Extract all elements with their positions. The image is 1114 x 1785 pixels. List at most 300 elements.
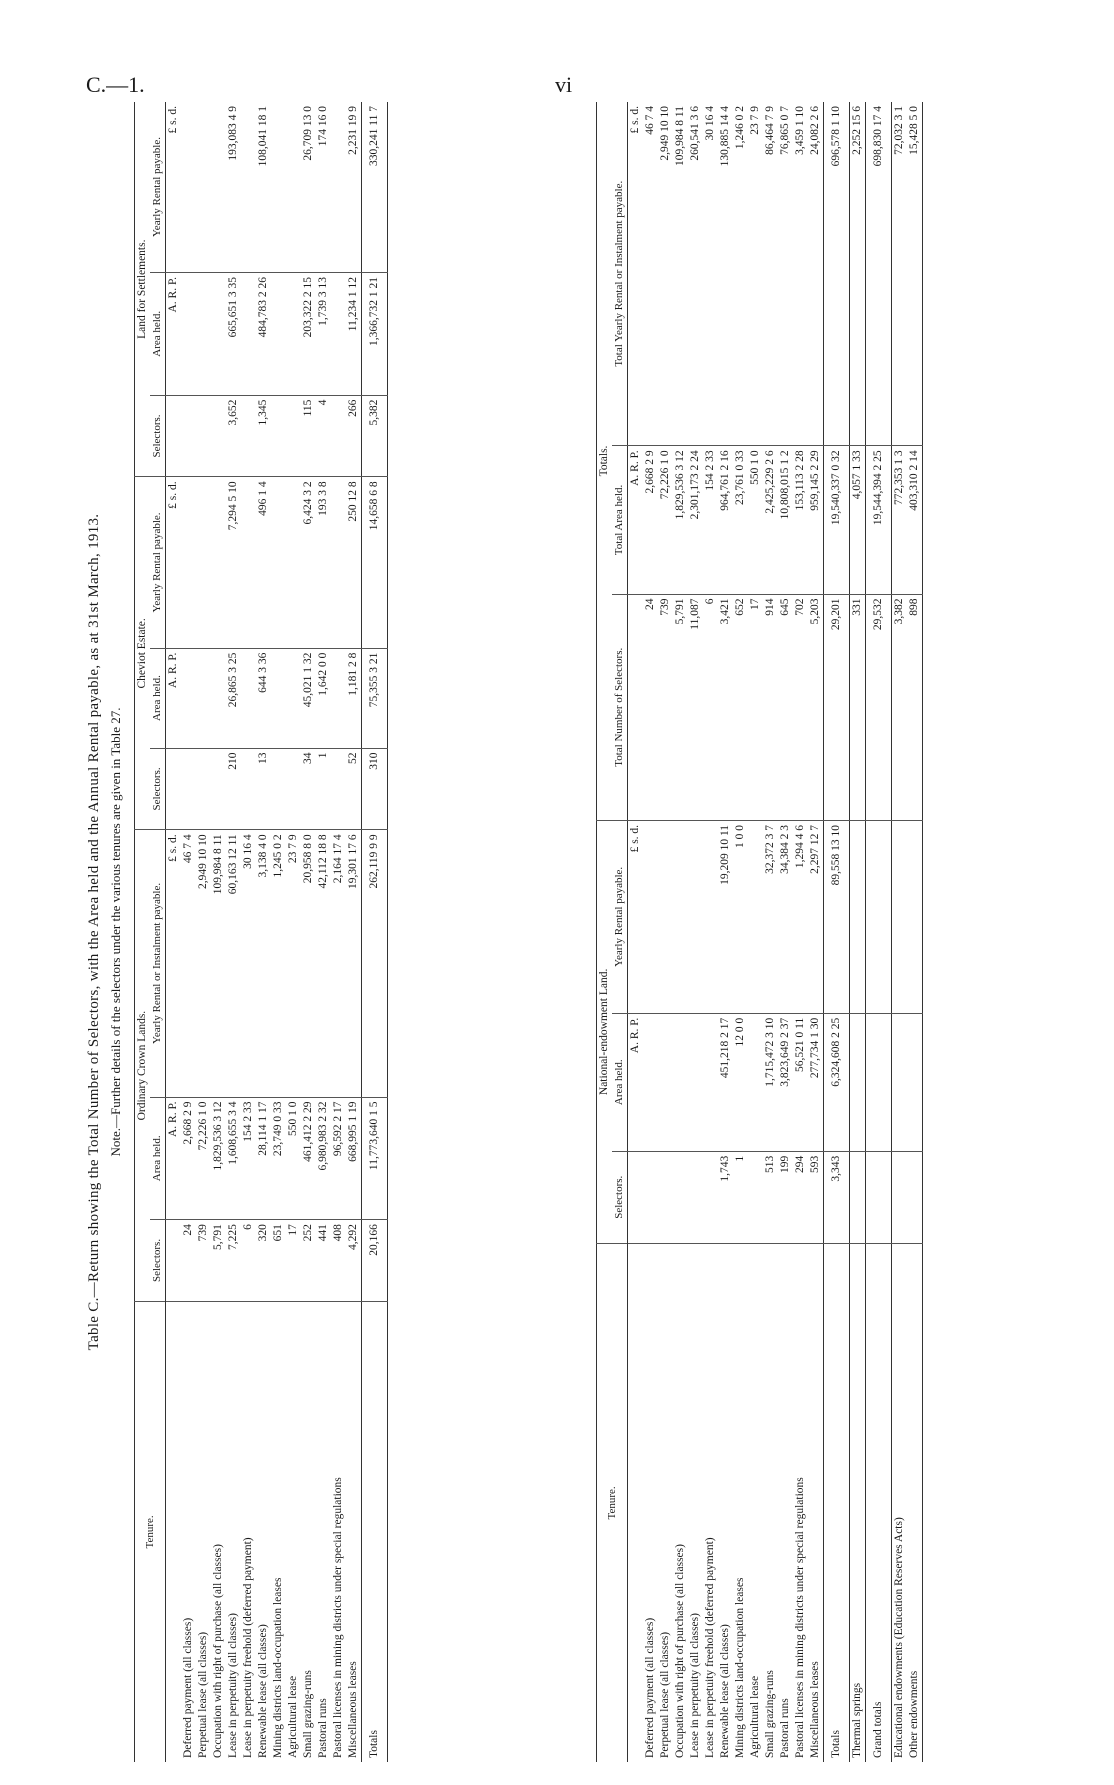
units-money: £ s. d. [166,830,182,1097]
table-cell: 17 [286,1220,301,1302]
table-cell: 210 [226,748,241,830]
table-cell [892,1151,908,1243]
units-area: A. R. P. [166,648,182,748]
table-cell: 2,668 2 9 [643,446,658,594]
table-cell: 914 [763,594,778,820]
table-cell: 252 [301,1220,316,1302]
crown-lands-table [134,102,388,1762]
table-cell: 496 1 4 [256,477,271,648]
table-cell: 2,164 17 4 [331,830,346,1097]
table-cell: 1,829,536 3 12 [211,1097,226,1220]
tenure-label: Pastoral licenses in mining districts under special regulations [332,1477,344,1758]
table-cell [286,748,301,830]
table-cell [181,273,196,396]
table-cell [181,102,196,273]
tenure-label: Mining districts land-occupation leases [272,1577,284,1758]
table-row [748,102,763,1762]
table-cell: 109,984 8 11 [211,830,226,1097]
col-rent: Yearly Rental payable. [150,477,166,648]
table-cell: 32,372 3 7 [763,820,778,1013]
table-cell [850,820,866,1013]
table-cell [286,395,301,477]
tenure-label: Thermal springs [851,1682,863,1758]
table-cell: 17 [748,594,763,820]
table-cell: 898 [907,594,923,820]
table-cell: 277,734 1 30 [808,1013,824,1151]
tenure-label: Educational endowments (Education Reserves Acts) [893,1517,905,1758]
tenure-label: Pastoral licenses in mining districts under special regulations [794,1477,806,1758]
table-cell: 513 [763,1151,778,1243]
table-row [793,102,808,1762]
table-cell: 26,709 13 0 [301,102,316,273]
table-cell [196,102,211,273]
tenure-label: Perpetual lease (all classes) [197,1631,209,1758]
tenure-label: Small grazing-runs [302,1670,314,1758]
table-cell: 11,087 [688,594,703,820]
table-cell [688,820,703,1013]
table-cell: 1,715,472 3 10 [763,1013,778,1151]
table-cell [271,648,286,748]
table-cell [703,820,718,1013]
table-cell: 1 [316,748,331,830]
table-cell: 461,412 2 29 [301,1097,316,1220]
table-cell: 3,823,649 2 37 [778,1013,793,1151]
table-cell [703,1151,718,1243]
table-cell: 29,532 [866,594,892,820]
table-cell [241,477,256,648]
table-cell: 3,138 4 0 [256,830,271,1097]
table-cell [866,820,892,1013]
table-cell [866,1151,892,1243]
table-cell: 451,218 2 17 [718,1013,733,1151]
col-total-selectors: Total Number of Selectors. [612,594,628,820]
tenure-label: Mining districts land-occupation leases [734,1577,746,1758]
table-cell: 7,294 5 10 [226,477,241,648]
units-area: A. R. P. [628,1013,644,1151]
table-cell: 310 [362,748,388,830]
table-cell: 6,424 3 2 [301,477,316,648]
table-row [703,102,718,1762]
tenure-label: Deferred payment (all classes) [182,1617,194,1758]
table-cell: 5,791 [673,594,688,820]
table-cell: 1,181 2 8 [346,648,362,748]
table-cell: 19,544,394 2 25 [866,446,892,594]
table-cell [907,1013,923,1151]
units-money: £ s. d. [628,102,644,446]
table-cell: 7,225 [226,1220,241,1302]
table-cell: 665,651 3 35 [226,273,241,396]
table-cell: 34,384 2 3 [778,820,793,1013]
group-land-for-settlements: Land for Settlements. [135,102,151,477]
tenure-label: Miscellaneous leases [809,1661,821,1758]
tenure-label: Miscellaneous leases [347,1661,359,1758]
table-cell: 3,652 [226,395,241,477]
units-money: £ s. d. [628,820,644,1013]
table-cell: 108,041 18 1 [256,102,271,273]
table-row [211,102,226,1762]
table-row [256,102,271,1762]
table-cell: 2,252 15 6 [850,102,866,446]
table-row [196,102,211,1762]
col-selectors: Selectors. [612,1151,628,1243]
table-cell: 130,885 14 4 [718,102,733,446]
table-cell: 1,245 0 2 [271,830,286,1097]
table-cell: 86,464 7 9 [763,102,778,446]
table-cell: 2,949 10 10 [658,102,673,446]
table-cell: 24 [181,1220,196,1302]
group-cheviot-estate: Cheviot Estate. [135,477,151,830]
table-cell [271,102,286,273]
table-cell: 1,608,655 3 4 [226,1097,241,1220]
table-row [331,102,346,1762]
table-cell [892,1013,908,1151]
table-cell: 651 [271,1220,286,1302]
group-totals: Totals. [597,102,613,820]
table-cell: 19,209 10 11 [718,820,733,1013]
table-cell: 13 [256,748,271,830]
col-total-area: Total Area held. [612,446,628,594]
table-cell: 153,113 2 28 [793,446,808,594]
col-selectors: Selectors. [150,748,166,830]
tenure-label: Pastoral runs [317,1698,329,1758]
tenure-label: Lease in perpetuity (all classes) [689,1613,701,1758]
page-number: vi [555,72,573,97]
table-cell: 45,021 1 32 [301,648,316,748]
table-cell: 75,355 3 21 [362,648,388,748]
table-cell [673,1013,688,1151]
table-cell [181,395,196,477]
table-cell [211,395,226,477]
table-row [733,102,748,1762]
table-cell: 23 7 9 [286,830,301,1097]
table-cell: 19,540,337 0 32 [824,446,850,594]
tenure-label: Agricultural lease [749,1675,761,1758]
table-cell: 72,032 3 1 [892,102,908,446]
table-cell: 1 [733,1151,748,1243]
table-cell: 30 16 4 [241,830,256,1097]
table-cell [211,748,226,830]
table-cell: 964,761 2 16 [718,446,733,594]
table-cell [688,1151,703,1243]
table-cell [643,1151,658,1243]
table-cell: 331 [850,594,866,820]
table-cell [850,1151,866,1243]
table-cell: 2,949 10 10 [196,830,211,1097]
table-cell [196,477,211,648]
table-cell: 203,322 2 15 [301,273,316,396]
table-cell [748,1151,763,1243]
tenure-label: Deferred payment (all classes) [644,1617,656,1758]
table-cell: 199 [778,1151,793,1243]
table-cell [866,1013,892,1151]
table-cell: 19,301 17 6 [346,830,362,1097]
table-cell: 23 7 9 [748,102,763,446]
table-cell: 20,958 8 0 [301,830,316,1097]
table-cell [658,1151,673,1243]
table-row [286,102,301,1762]
table-cell: 154 2 33 [703,446,718,594]
table-row [892,102,908,1762]
table-cell: 24,082 2 6 [808,102,824,446]
table-cell: 5,791 [211,1220,226,1302]
table-cell: 696,578 1 10 [824,102,850,446]
table-row [241,102,256,1762]
tenure-label: Lease in perpetuity freehold (deferred payment) [704,1537,716,1758]
table-cell: 250 12 8 [346,477,362,648]
tenure-label: Pastoral runs [779,1698,791,1758]
table-cell: 698,830 17 4 [866,102,892,446]
tenure-label: Small grazing-runs [764,1670,776,1758]
table-cell: 739 [196,1220,211,1302]
tenure-label: Renewable lease (all classes) [257,1624,269,1758]
col-area: Area held. [150,1097,166,1220]
tenure-label: Totals [368,1730,380,1758]
table-cell: 10,808,015 1 2 [778,446,793,594]
table-cell [658,1013,673,1151]
table-cell: 3,421 [718,594,733,820]
table-row [673,102,688,1762]
table-cell: 52 [346,748,362,830]
table-cell: 24 [643,594,658,820]
table-row [643,102,658,1762]
table-cell: 109,984 8 11 [673,102,688,446]
table-cell: 56,521 0 11 [793,1013,808,1151]
units-money: £ s. d. [166,477,182,648]
table-cell [643,820,658,1013]
table-cell [331,395,346,477]
table-cell: 6,980,983 2 32 [316,1097,331,1220]
table-cell: 1,294 4 6 [793,820,808,1013]
table-cell: 408 [331,1220,346,1302]
table-cell: 46 7 4 [643,102,658,446]
table-cell: 28,114 1 17 [256,1097,271,1220]
table-cell [331,102,346,273]
table-cell: 403,310 2 14 [907,446,923,594]
table-cell: 1,345 [256,395,271,477]
units-area: A. R. P. [166,1097,182,1220]
table-cell [331,273,346,396]
table-row [718,102,733,1762]
table-cell [211,102,226,273]
table-cell [196,395,211,477]
page-ref: C.—1. [86,72,145,97]
tenure-label: Lease in perpetuity (all classes) [227,1613,239,1758]
table-cell: 1 0 0 [733,820,748,1013]
table-row [658,102,673,1762]
col-selectors: Selectors. [150,1220,166,1302]
table-cell: 668,995 1 19 [346,1097,362,1220]
table-cell: 174 16 0 [316,102,331,273]
table-cell: 26,865 3 25 [226,648,241,748]
table-cell: 14,658 6 8 [362,477,388,648]
table-cell: 23,761 0 33 [733,446,748,594]
table-cell: 5,382 [362,395,388,477]
table-cell: 1,743 [718,1151,733,1243]
table-cell [211,477,226,648]
col-rent: Yearly Rental payable. [612,820,628,1013]
table-cell: 959,145 2 29 [808,446,824,594]
table-cell: 294 [793,1151,808,1243]
table-cell [286,477,301,648]
table-row [778,102,793,1762]
table-row [362,102,388,1762]
tenure-label: Occupation with right of purchase (all classes) [212,1544,224,1758]
tenure-label: Occupation with right of purchase (all classes) [674,1544,686,1758]
table-cell: 2,425,229 2 6 [763,446,778,594]
table-cell [748,1013,763,1151]
table-cell [241,273,256,396]
table-cell [181,748,196,830]
table-cell: 330,241 11 7 [362,102,388,273]
table-cell: 6 [703,594,718,820]
table-cell: 72,226 1 0 [658,446,673,594]
table-cell [271,395,286,477]
table-cell: 4,057 1 33 [850,446,866,594]
table-cell: 23,749 0 33 [271,1097,286,1220]
table-row [824,102,850,1762]
tenure-label: Grand totals [872,1701,884,1758]
table-cell [196,273,211,396]
table-note: Note.—Further details of the selectors under the various tenures are given in Table 27. [108,707,123,1157]
table-cell [703,1013,718,1151]
table-cell [241,648,256,748]
tenure-label: Lease in perpetuity freehold (deferred payment) [242,1537,254,1758]
table-row [763,102,778,1762]
table-cell: 645 [778,594,793,820]
table-cell [241,748,256,830]
table-cell: 593 [808,1151,824,1243]
table-cell: 3,459 1 10 [793,102,808,446]
table-cell: 34 [301,748,316,830]
table-cell: 266 [346,395,362,477]
table-row [271,102,286,1762]
table-cell: 4,292 [346,1220,362,1302]
table-cell: 96,592 2 17 [331,1097,346,1220]
tenure-label: Perpetual lease (all classes) [659,1631,671,1758]
table-title: Table C.—Return showing the Total Number of Selectors, with the Area held and the Annual Rental payable, as at 31st March, 1913. [86,513,102,1351]
table-cell [241,395,256,477]
col-total-rent: Total Yearly Rental or Instalment payable. [612,102,628,446]
table-row [907,102,923,1762]
table-cell: 2,668 2 9 [181,1097,196,1220]
tenure-label: Agricultural lease [287,1675,299,1758]
col-area: Area held. [612,1013,628,1151]
units-area: A. R. P. [166,273,182,396]
table-row [226,102,241,1762]
tenure-label: Other endowments [908,1670,920,1758]
col-rent: Yearly Rental or Instalment payable. [150,830,166,1097]
table-cell: 42,112 18 8 [316,830,331,1097]
table-row [181,102,196,1762]
tenure-header: Tenure. [135,1301,166,1762]
table-cell [331,748,346,830]
table-cell: 72,226 1 0 [196,1097,211,1220]
table-cell: 772,353 1 3 [892,446,908,594]
table-cell [673,1151,688,1243]
table-cell: 5,203 [808,594,824,820]
table-cell [211,273,226,396]
table-cell [286,273,301,396]
table-cell [907,1151,923,1243]
table-cell [211,648,226,748]
table-cell [643,1013,658,1151]
table-cell: 76,865 0 7 [778,102,793,446]
table-row [346,102,362,1762]
table-cell: 29,201 [824,594,850,820]
table-cell: 262,119 9 9 [362,830,388,1097]
table-cell [673,820,688,1013]
tenure-header: Tenure. [597,1243,628,1762]
table-cell: 89,558 13 10 [824,820,850,1013]
table-cell: 15,428 5 0 [907,102,923,446]
table-cell: 1,642 0 0 [316,648,331,748]
col-selectors: Selectors. [150,395,166,477]
rotated-table-sheet [86,102,1026,1762]
table-cell [271,273,286,396]
table-cell [331,477,346,648]
table-cell [271,477,286,648]
table-cell: 1,366,732 1 21 [362,273,388,396]
table-cell [748,820,763,1013]
tenure-label: Renewable lease (all classes) [719,1624,731,1758]
table-cell: 1,246 0 2 [733,102,748,446]
table-cell [331,648,346,748]
table-cell: 4 [316,395,331,477]
table-cell: 11,773,640 1 5 [362,1097,388,1220]
table-cell [196,748,211,830]
tenure-label: Totals [830,1730,842,1758]
table-cell: 260,541 3 6 [688,102,703,446]
table-cell [892,820,908,1013]
table-cell [907,820,923,1013]
table-cell: 320 [256,1220,271,1302]
table-row [688,102,703,1762]
table-cell: 193 3 8 [316,477,331,648]
col-area: Area held. [150,648,166,748]
table-cell: 702 [793,594,808,820]
table-cell [181,648,196,748]
col-area: Area held. [150,273,166,396]
table-cell [658,820,673,1013]
table-cell: 193,083 4 9 [226,102,241,273]
table-cell [181,477,196,648]
table-cell [271,748,286,830]
table-cell: 3,343 [824,1151,850,1243]
table-cell: 550 1 0 [748,446,763,594]
table-cell: 441 [316,1220,331,1302]
table-cell: 6 [241,1220,256,1302]
table-cell: 484,783 2 26 [256,273,271,396]
table-cell: 2,231 19 9 [346,102,362,273]
table-row [808,102,824,1762]
table-cell: 115 [301,395,316,477]
table-cell: 20,166 [362,1220,388,1302]
group-national-endowment: National-endowment Land. [597,820,613,1243]
table-cell: 652 [733,594,748,820]
table-cell: 60,163 12 11 [226,830,241,1097]
table-cell: 30 16 4 [703,102,718,446]
table-row [301,102,316,1762]
table-cell: 6,324,608 2 25 [824,1013,850,1151]
col-rent: Yearly Rental payable. [150,102,166,273]
table-row [316,102,331,1762]
table-cell [850,1013,866,1151]
table-row [866,102,892,1762]
group-ordinary-crown-lands: Ordinary Crown Lands. [135,830,151,1302]
table-cell: 1,829,536 3 12 [673,446,688,594]
endowment-totals-table [596,102,923,1762]
table-cell: 11,234 1 12 [346,273,362,396]
